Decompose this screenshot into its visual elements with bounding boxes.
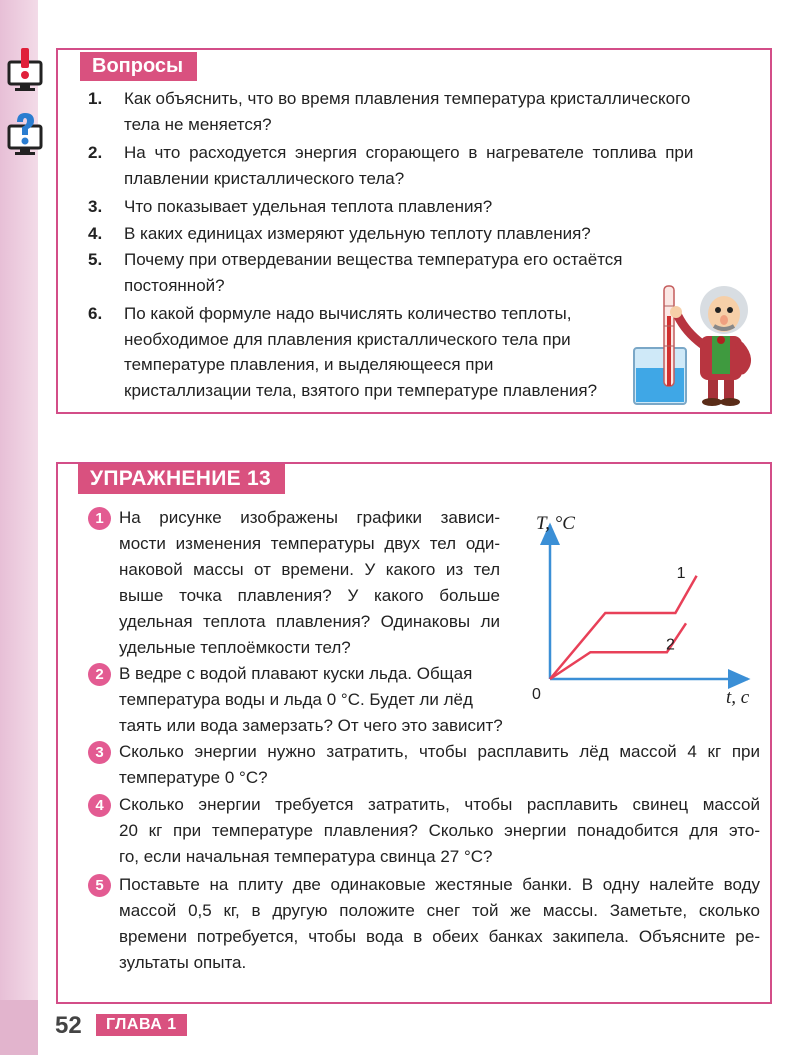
exercise-text-line: 20 кг при температуре плавления? Сколько энергии понадобится для это- [119, 821, 760, 840]
question-number: 3. [88, 197, 103, 216]
question-text-line: необходимое для плавления кристаллического тела при [124, 329, 571, 349]
question-text-line: постоянной? [124, 275, 225, 295]
exercise-text [88, 872, 760, 976]
exercise-item-4 [88, 792, 760, 870]
question-1 [88, 86, 760, 137]
exercise-number: 1 [88, 507, 111, 530]
exercise-text-line: таять или вода замерзать? От чего это зависит? [119, 716, 503, 735]
exercise-item-2 [88, 661, 548, 739]
question-text-line: Как объяснить, что во время плавления температура кристаллического [124, 89, 691, 108]
exercise-text-line: температуре 0 °С? [119, 768, 268, 787]
exercise-text-line: мости изменения температуры двух тел оди- [119, 534, 500, 553]
question-4 [88, 221, 760, 247]
exercise-text-line: времени потребуется, чтобы вода в обеих банках закипела. Объясните ре- [119, 927, 760, 946]
question-text-line: плавлении кристаллического тела? [124, 168, 405, 188]
exercise-text-line: В ведре с водой плавают куски льда. Общая [119, 664, 473, 683]
question-number: 6. [88, 304, 103, 323]
question-text-line: Что показывает удельная теплота плавления? [124, 197, 493, 216]
question-2 [88, 140, 760, 191]
questions-header: Вопросы [80, 52, 197, 81]
question-number: 4. [88, 223, 103, 243]
exercise-item-5 [88, 872, 760, 976]
exercise-text-line: го, если начальная температура свинца 27 °С? [119, 847, 493, 866]
exercise-item-1 [88, 505, 500, 661]
series-label-1: 1 [676, 564, 686, 582]
question-3 [88, 194, 760, 220]
exercise-item-3 [88, 739, 760, 791]
exercise-text [88, 505, 500, 661]
side-stripe-bottom [0, 1000, 38, 1055]
question-text-line: температуре плавления, и выделяющееся при [124, 355, 494, 374]
question-text-line: кристаллизации тела, взятого при температуре плавления? [124, 380, 598, 400]
y-axis-label: T, °С [536, 513, 575, 534]
exercise-text-line: Сколько энергии нужно затратить, чтобы расплавить лёд массой 4 кг при [119, 742, 760, 761]
exercise-header: УПРАЖНЕНИЕ 13 [78, 464, 285, 494]
exercise-text-line: температура воды и льда 0 °С. Будет ли лёд [119, 690, 473, 709]
exercise-text [88, 661, 548, 739]
question-number: 1. [88, 89, 103, 108]
exercise-text-line: Поставьте на плиту две одинаковые жестяные банки. В одну налейте воду [119, 875, 760, 894]
question-text-line: В каких единицах измеряют удельную теплоту плавления? [124, 223, 591, 243]
exercise-text-line: удельная теплота плавления? Одинаковы ли [119, 612, 500, 631]
exercise-text-line: выше точка плавления? У какого больше [119, 586, 500, 605]
question-number: 2. [88, 143, 103, 162]
exercise-text-line: зультаты опыта. [119, 953, 247, 972]
series-label-2: 2 [666, 636, 675, 654]
exercise-text-line: массой 0,5 кг, в другую положите снег той же массы. Заметьте, сколько [119, 901, 760, 920]
exercise-text [88, 739, 760, 791]
question-text-line: На что расходуется энергия сгорающего в нагревателе топлива при [124, 143, 694, 162]
exclamation-monitor-icon [6, 48, 46, 92]
scientist-illustration [628, 276, 764, 408]
page-number: 52 [55, 1012, 82, 1039]
exercise-number: 3 [88, 741, 111, 764]
question-text-line: По какой формуле надо вычислять количество теплоты, [124, 304, 572, 323]
exercise-text [88, 792, 760, 870]
chapter-label: ГЛАВА 1 [96, 1014, 187, 1036]
exercise-text-line: На рисунке изображены графики зависи- [119, 508, 500, 527]
question-text-line: тела не меняется? [124, 114, 272, 134]
exercise-text-line: Сколько энергии требуется затратить, чтобы расплавить свинец массой [119, 795, 760, 814]
exercise-number: 4 [88, 794, 111, 817]
exercise-text-line: наковой массы от времени. У какого из тел [119, 560, 500, 579]
temperature-time-chart [520, 505, 760, 715]
question-number: 5. [88, 250, 103, 269]
series-group [550, 565, 697, 679]
exercise-number: 5 [88, 874, 111, 897]
origin-label: 0 [532, 686, 541, 703]
question-text-line: Почему при отвердевании вещества температура его остаётся [124, 250, 623, 269]
question-monitor-icon [6, 112, 46, 156]
side-stripe [0, 0, 38, 1055]
exercise-text-line: удельные теплоёмкости тел? [119, 638, 351, 657]
exercise-number: 2 [88, 663, 111, 686]
x-axis-label: t, с [726, 687, 750, 708]
